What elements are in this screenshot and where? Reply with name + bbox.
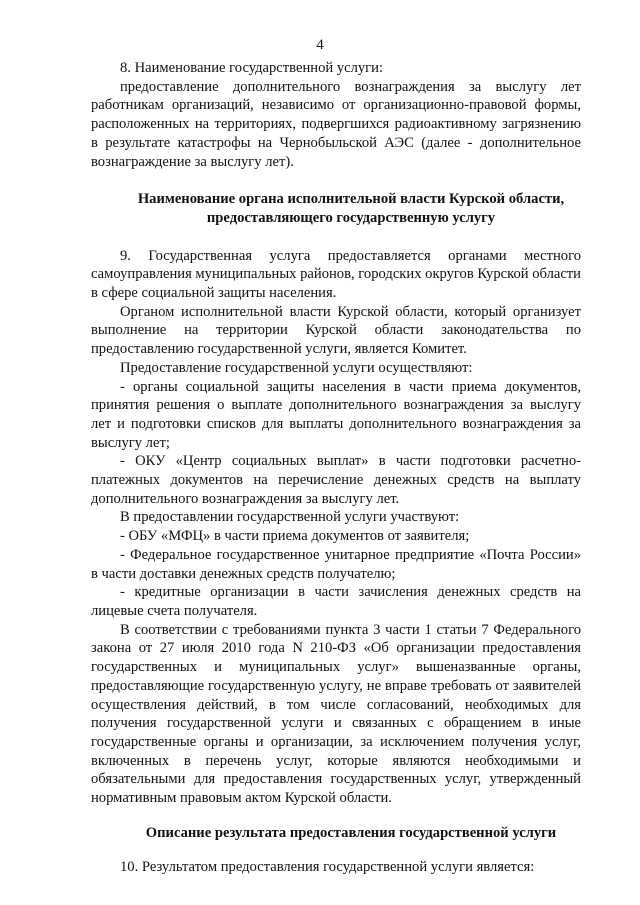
paragraph-law: В соответствии с требованиями пункта 3 части 1 статьи 7 Федерального закона от 27 июля 2010 года N 210-ФЗ «Об организации предоставления государственных и муниципальных услуг» вышеназванные органы, предоставляющие государственную услугу, не вправе требовать от заявителей осуществления действий, в том числе согласований, необходимых для получения государственной услуги и связанных с обращением в иные государственные органы и организации, за исключением получения услуг, включенных в перечень услуг, которые являются необходимыми и обязательными для предоставления государственных услуг, утвержденный нормативным правовым актом Курской области. <box>91 621 581 807</box>
heading-authority <box>91 190 611 227</box>
page-number: 4 <box>316 37 324 53</box>
document-body <box>91 59 581 877</box>
paragraph-organ: Органом исполнительной власти Курской области, который организует выполнение на территории Курской области законодательства по предоставлению государственной услуги, является Комитет. <box>91 303 581 358</box>
section-8-body: предоставление дополнительного вознаграждения за выслугу лет работникам организаций, независимо от организационно-правовой формы, расположенных на территориях, подвергшихся радиоактивному загрязнению в результате катастрофы на Чернобыльской АЭС (далее - дополнительное вознаграждение за выслугу лет). <box>91 78 581 170</box>
list-item-mfc: - ОБУ «МФЦ» в части приема документов от заявителя; <box>120 528 470 545</box>
heading-result: Описание результата предоставления государственной услуги <box>145 824 557 841</box>
list-item-post: - Федеральное государственное унитарное предприятие «Почта России» в части доставки денежных средств получателю; <box>91 546 581 582</box>
list-item-credit: - кредитные организации в части зачисления денежных средств на лицевые счета получателя. <box>91 584 581 619</box>
heading-authority-line2: предоставляющего государственную услугу <box>206 209 496 226</box>
paragraph-provide: Предоставление государственной услуги осуществляют: <box>120 359 473 376</box>
paragraph-9: 9. Государственная услуга предоставляется органами местного самоуправления муниципальных районов, городских округов Курской области в сфере социальной защиты населения. <box>91 247 581 302</box>
paragraph-participate: В предоставлении государственной услуги участвуют: <box>120 509 460 526</box>
list-item-social-protection: - органы социальной защиты населения в части приема документов, принятия решения о выплате дополнительного вознаграждения за выслугу лет и подготовки списков для выплаты дополнительного вознаграждения за выслугу лет; <box>91 378 581 451</box>
paragraph-10: 10. Результатом предоставления государственной услуги является: <box>120 859 535 876</box>
section-8-title: 8. Наименование государственной услуги: <box>120 60 384 76</box>
list-item-oku: - ОКУ «Центр социальных выплат» в части подготовки расчетно-платежных документов на перечисление денежных средств на выплату дополнительного вознаграждения за выслугу лет. <box>91 453 581 507</box>
heading-authority-line1: Наименование органа исполнительной власти Курской области, <box>137 191 565 208</box>
